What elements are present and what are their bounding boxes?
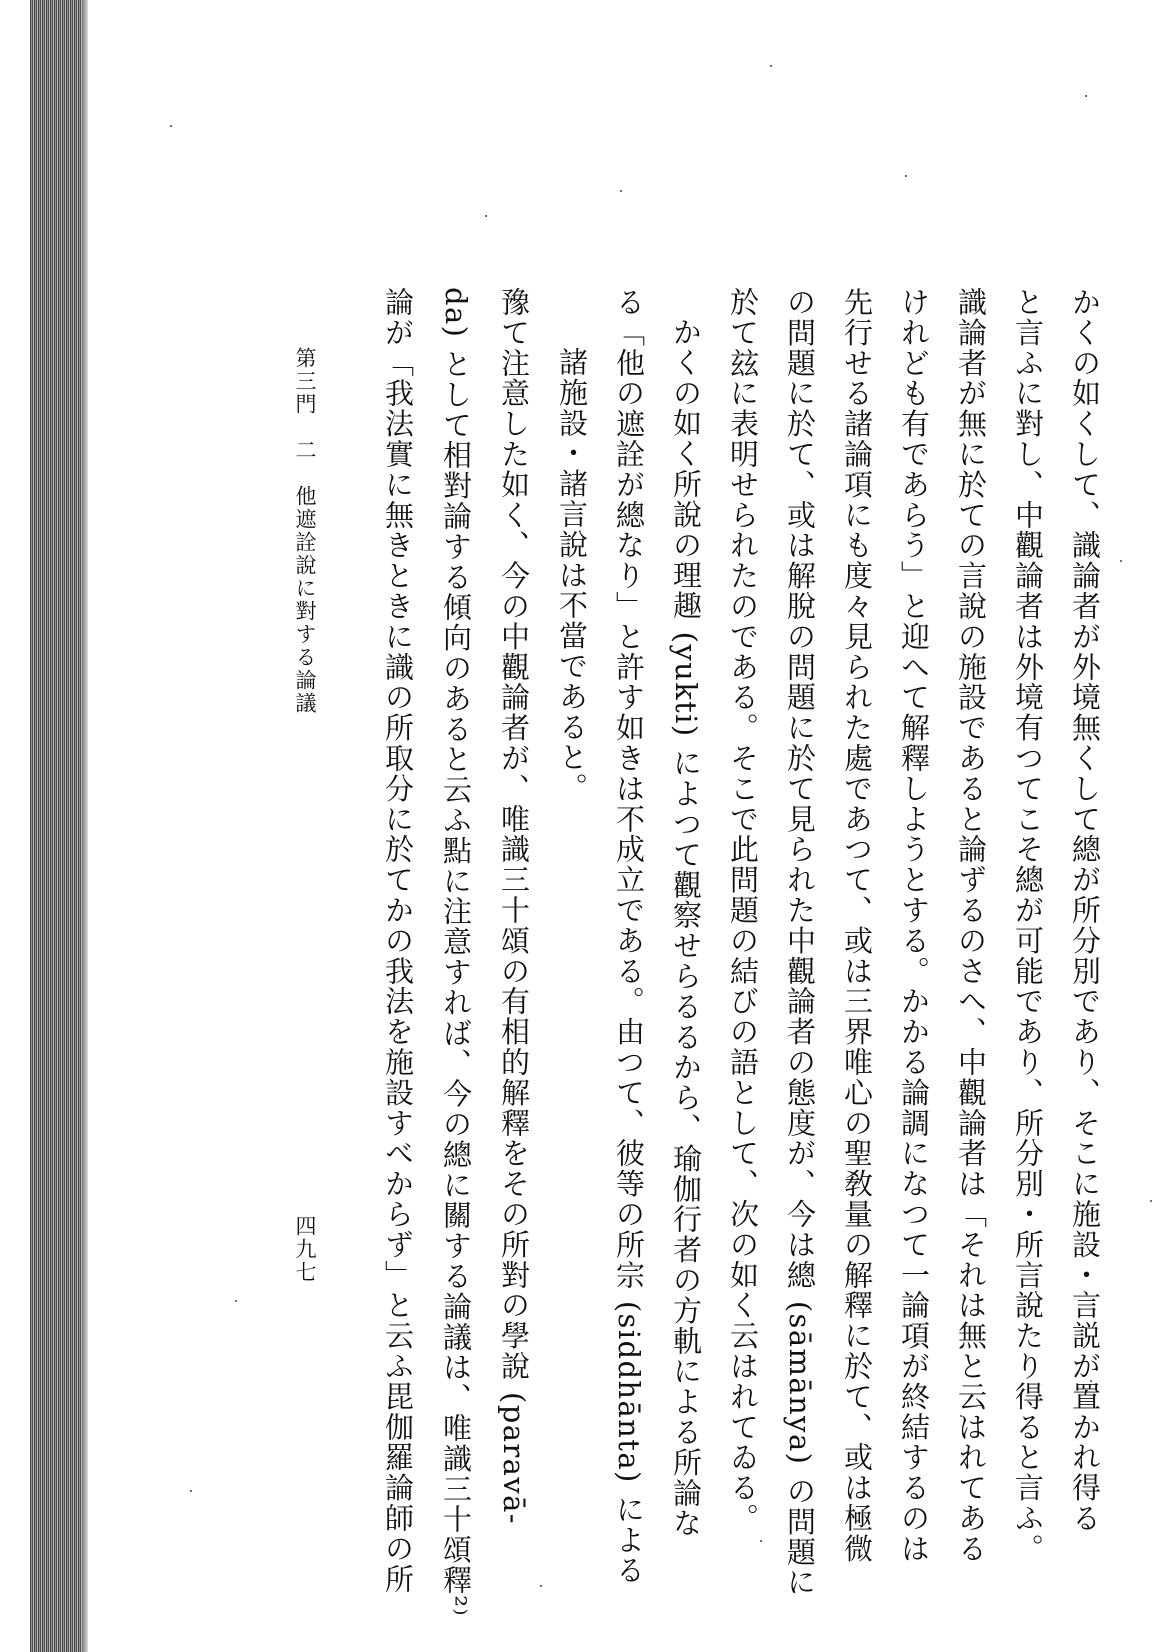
page-number: 四九七 — [293, 1215, 317, 1284]
text-column-1: かくの如くして、識論者が外境無くして總が所分別であり、そこに施設・言説が置かれ得る — [1068, 287, 1102, 1534]
text-column-12: da) として相對論する傾向のあると云ふ點に注意すれば、今の總に關する論議は、唯識三十頌釋²⁾ — [439, 287, 473, 1617]
text-column-2: と言ふに對し、中觀論者は外境有つてこそ總が可能であり、所分別・所言說たり得ると言ふ。 — [1011, 287, 1045, 1564]
text-column-7: 於て玆に表明せられたのである。そこで此問題の結びの語として、次の如く云はれてゐる。 — [726, 287, 760, 1534]
book-spine-edge — [82, 0, 88, 1652]
text-column-5: 先行せる諸論項にも度々見られた處であつて、或は三界唯心の聖敎量の解釋に於て、或は極微 — [840, 287, 874, 1564]
scan-speck — [170, 125, 172, 127]
book-spine-shadow — [30, 0, 82, 1652]
scan-speck — [190, 1490, 192, 1492]
scan-speck — [485, 215, 487, 217]
scan-speck — [235, 1300, 237, 1302]
text-column-4: けれども有であらう」と迎へて解釋しようとする。かかる論調になつて一論項が終結するのは — [897, 287, 931, 1564]
text-column-13: 論が「我法實に無きときに識の所取分に於てかの我法を施設すべからず」と云ふ毘伽羅論師の所 — [381, 287, 415, 1595]
scan-speck — [620, 190, 622, 192]
scan-speck — [760, 1540, 762, 1542]
scan-speck — [540, 1585, 542, 1587]
text-column-11: 豫て注意した如く、今の中觀論者が、唯識三十頌の有相的解釋をその所對の學說 (paravā- — [497, 287, 531, 1526]
text-column-6: の問題に於て、或は解脫の問題に於て見られた中觀論者の態度が、今は總 (sāmānya) の問題に — [783, 287, 817, 1598]
scan-speck — [1150, 1200, 1152, 1202]
scan-speck — [770, 65, 772, 67]
scan-speck — [1085, 95, 1087, 97]
running-head: 第三門 二 他遮詮說に對する論議 — [293, 347, 317, 715]
text-column-10: 諸施設・諸言說は不當であると。 — [555, 347, 589, 803]
text-column-3: 識論者が無に於ての言說の施設であると論ずるのさへ、中觀論者は「それは無と云はれてある — [954, 287, 988, 1564]
text-column-9: る「他の遮詮が總なり」と許す如きは不成立である。由つて、彼等の所宗 (siddhānta) による — [612, 287, 646, 1586]
text-column-8: かくの如く所說の理趣 (yukti) によつて觀察せらるるから、瑜伽行者の方軌による所論な — [669, 317, 703, 1539]
scan-speck — [1120, 560, 1122, 562]
scan-speck — [905, 175, 907, 177]
